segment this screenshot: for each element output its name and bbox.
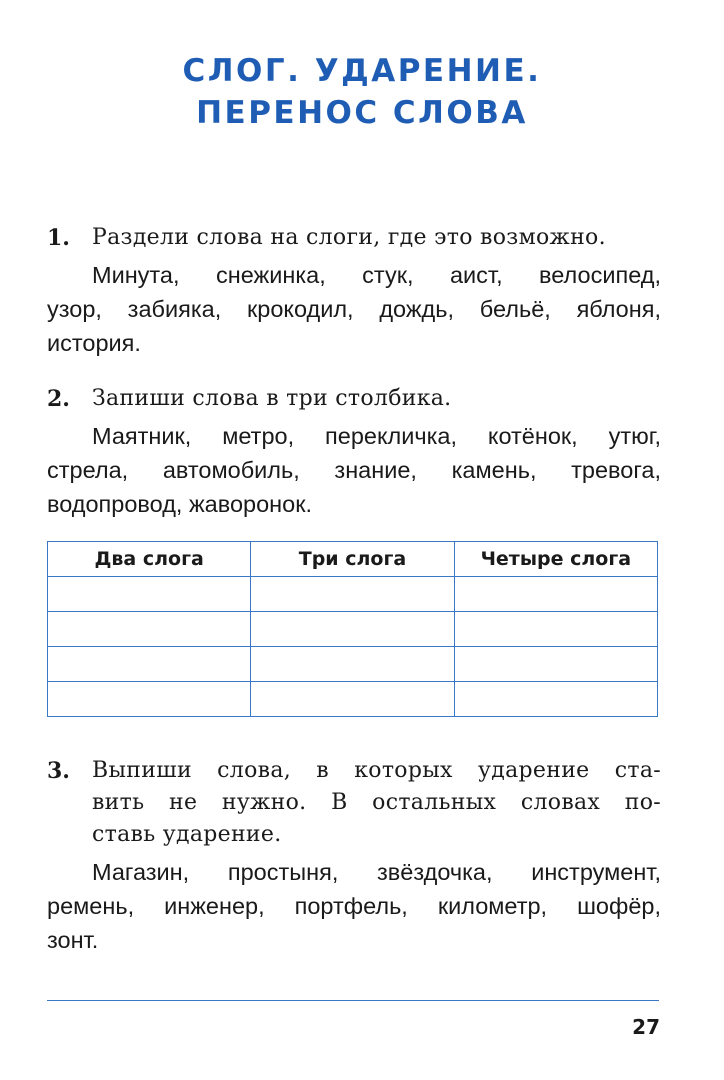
task-2-words-line: водопровод, жаворонок. xyxy=(47,491,313,517)
page-title-line-2: ПЕРЕНОС СЛОВА xyxy=(196,95,528,131)
page-title-line-1: СЛОГ. УДАРЕНИЕ. xyxy=(182,53,542,89)
task-1-instruction xyxy=(92,222,661,254)
syllable-table xyxy=(47,541,658,717)
table-header-row xyxy=(48,542,658,577)
task-3-number: 3. xyxy=(47,758,70,784)
task-2 xyxy=(47,383,661,521)
table-header-four-syllables: Четыре слога xyxy=(454,542,657,577)
task-2-heading xyxy=(47,383,661,415)
table-row xyxy=(48,647,658,682)
task-1-number: 1. xyxy=(47,225,70,251)
task-3-instruction-line: ставь ударение. xyxy=(92,822,282,847)
table-cell[interactable] xyxy=(454,647,657,682)
page-number: 27 xyxy=(632,1015,660,1039)
task-1-instruction-line: Раздели слова на слоги, где это возможно. xyxy=(92,225,606,250)
task-1-words-line: Минута, снежинка, стук, аист, велосипед, xyxy=(92,262,661,288)
task-3-words xyxy=(47,855,661,957)
task-1-words xyxy=(47,258,661,360)
table-cell[interactable] xyxy=(48,682,251,717)
task-3-instruction xyxy=(92,755,661,851)
task-1-heading xyxy=(47,222,661,254)
table-cell[interactable] xyxy=(251,647,454,682)
table-cell[interactable] xyxy=(454,577,657,612)
table-row xyxy=(48,577,658,612)
table-row xyxy=(48,682,658,717)
table-cell[interactable] xyxy=(454,612,657,647)
table-header-three-syllables: Три слога xyxy=(251,542,454,577)
task-3-instruction-line: вить не нужно. В остальных словах по- xyxy=(92,790,661,815)
table-cell[interactable] xyxy=(48,647,251,682)
page-title xyxy=(0,50,724,134)
table-cell[interactable] xyxy=(454,682,657,717)
task-3-words-line: зонт. xyxy=(47,927,99,953)
task-3-heading xyxy=(47,755,661,851)
task-1-words-line: узор, забияка, крокодил, дождь, бельё, яблоня, xyxy=(47,296,661,322)
table-cell[interactable] xyxy=(48,612,251,647)
task-3-words-line: ремень, инженер, портфель, километр, шофёр, xyxy=(47,893,661,919)
task-3-words-line: Магазин, простыня, звёздочка, инструмент, xyxy=(92,859,661,885)
task-3-instruction-line: Выпиши слова, в которых ударение ста- xyxy=(92,758,661,783)
task-2-instruction xyxy=(92,383,661,415)
task-1 xyxy=(47,222,661,360)
task-2-instruction-line: Запиши слова в три столбика. xyxy=(92,386,452,411)
table-cell[interactable] xyxy=(251,612,454,647)
task-1-words-line: история. xyxy=(47,330,141,356)
task-2-words-line: стрела, автомобиль, знание, камень, тревога, xyxy=(47,457,661,483)
task-2-words-line: Маятник, метро, перекличка, котёнок, утюг, xyxy=(92,423,661,449)
footer-divider xyxy=(47,1000,659,1001)
table-cell[interactable] xyxy=(251,577,454,612)
table-cell[interactable] xyxy=(251,682,454,717)
task-2-number: 2. xyxy=(47,386,70,412)
table-row xyxy=(48,612,658,647)
task-2-words xyxy=(47,419,661,521)
table-header-two-syllables: Два слога xyxy=(48,542,251,577)
table-cell[interactable] xyxy=(48,577,251,612)
task-3 xyxy=(47,755,661,957)
